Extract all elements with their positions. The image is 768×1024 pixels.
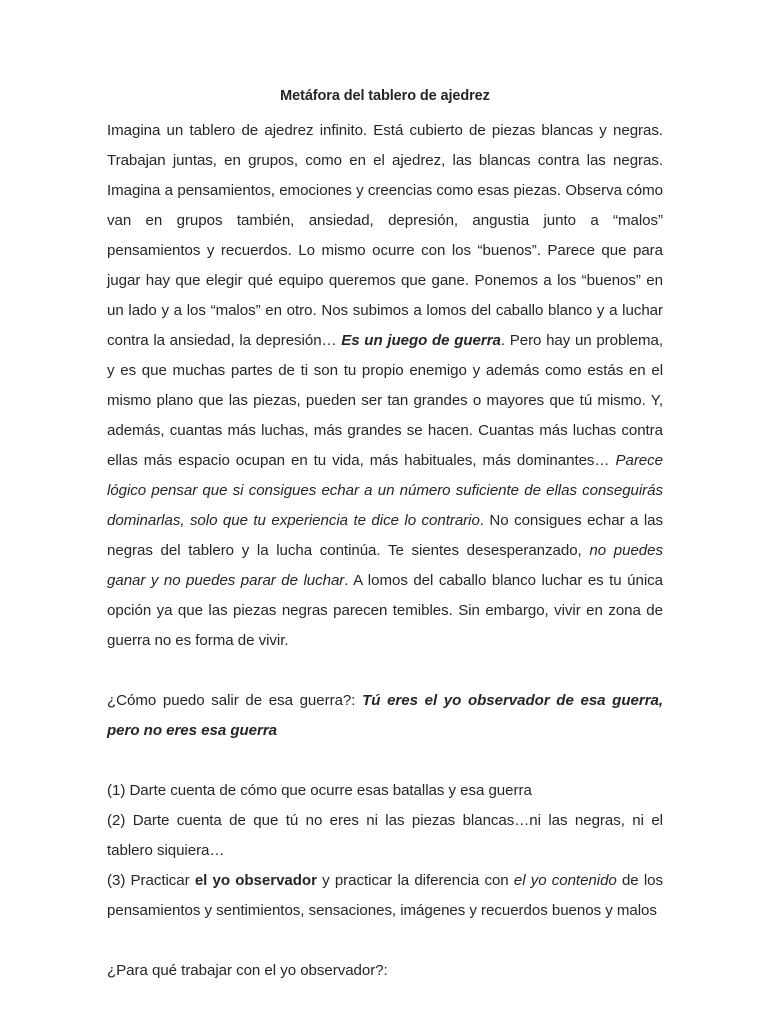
list-item-2 <box>107 806 663 866</box>
list-item-3 <box>107 866 663 926</box>
paragraph-spacer-3 <box>107 926 663 956</box>
paragraph-spacer-1 <box>107 656 663 686</box>
paragraph-1-run-3: . Pero hay un problema, y es que muchas partes de ti son tu propio enemigo y además como estás en el mismo plano que las piezas, pueden ser tan grandes o mayores que tú mismo. Y, además, cuantas más luchas, más grandes se hacen. Cuantas más luchas contra ellas más espacio ocupan en tu vida, más habituales, más dominantes… <box>107 332 663 469</box>
list-item-2-text: (2) Darte cuenta de que tú no eres ni las piezas blancas…ni las negras, ni el tablero siquiera… <box>107 812 663 859</box>
paragraph-1-emphasis-juego-de-guerra: Es un juego de guerra <box>341 332 501 349</box>
paragraph-chessboard-metaphor <box>107 116 663 656</box>
paragraph-1-run-1: Imagina un tablero de ajedrez infinito. Está cubierto de piezas blancas y negras. Trabajan juntas, en grupos, como en el ajedrez, las blancas contra las negras. Imagina a pensamientos, emociones y creencias como esas piezas. Observa cómo van en grupos también, ansiedad, depresión, angustia junto a “malos” pensamientos y recuerdos. Lo mismo ocurre con los “buenos”. Parece que para jugar hay que elegir qué equipo queremos que gane. Ponemos a los “buenos” en un lado y a los “malos” en otro. Nos subimos a lomos del caballo blanco y a luchar contra la ansiedad, la depresión… <box>107 122 663 349</box>
list-item-3-run-5: de los pensamientos y sentimientos, sensaciones, imágenes y recuerdos buenos y malos <box>107 872 664 919</box>
question-1-run-1: ¿Cómo puedo salir de esa guerra?: <box>107 692 363 709</box>
paragraph-1-run-7: . A lomos del caballo blanco luchar es tu única opción ya que las piezas negras parecen temibles. Sin embargo, vivir en zona de guerra no es forma de vivir. <box>107 572 663 649</box>
question-como-salir-de-esa-guerra <box>107 686 663 746</box>
paragraph-1-run-5: . No consigues echar a las negras del tablero y la lucha continúa. Te sientes desesperanzado, <box>107 512 663 559</box>
list-item-1-text: (1) Darte cuenta de cómo que ocurre esas batallas y esa guerra <box>107 782 532 799</box>
question-1-emphasis-yo-observador: Tú eres el yo observador de esa guerra, pero no eres esa guerra <box>107 692 664 739</box>
paragraph-spacer-2 <box>107 746 663 776</box>
list-item-1 <box>107 776 663 806</box>
paragraph-1-emphasis-parece-logico: Parece lógico pensar que si consigues echar a un número suficiente de ellas conseguirás dominarlas, solo que tu experiencia te dice lo contrario <box>107 452 663 529</box>
list-item-3-emphasis-el-yo-contenido: el yo contenido <box>513 872 617 889</box>
question-2-text: ¿Para qué trabajar con el yo observador?: <box>107 962 388 979</box>
list-item-3-emphasis-el-yo-observador: el yo observador <box>194 872 317 889</box>
document-title: Metáfora del tablero de ajedrez <box>280 88 490 104</box>
document-text-body <box>107 86 663 986</box>
paragraph-1-emphasis-no-puedes-ganar: no puedes ganar y no puedes parar de luchar <box>107 542 663 589</box>
list-item-3-run-1: (3) Practicar <box>107 872 195 889</box>
list-item-3-run-3: y practicar la diferencia con <box>316 872 514 889</box>
question-para-que-trabajar <box>107 956 663 986</box>
